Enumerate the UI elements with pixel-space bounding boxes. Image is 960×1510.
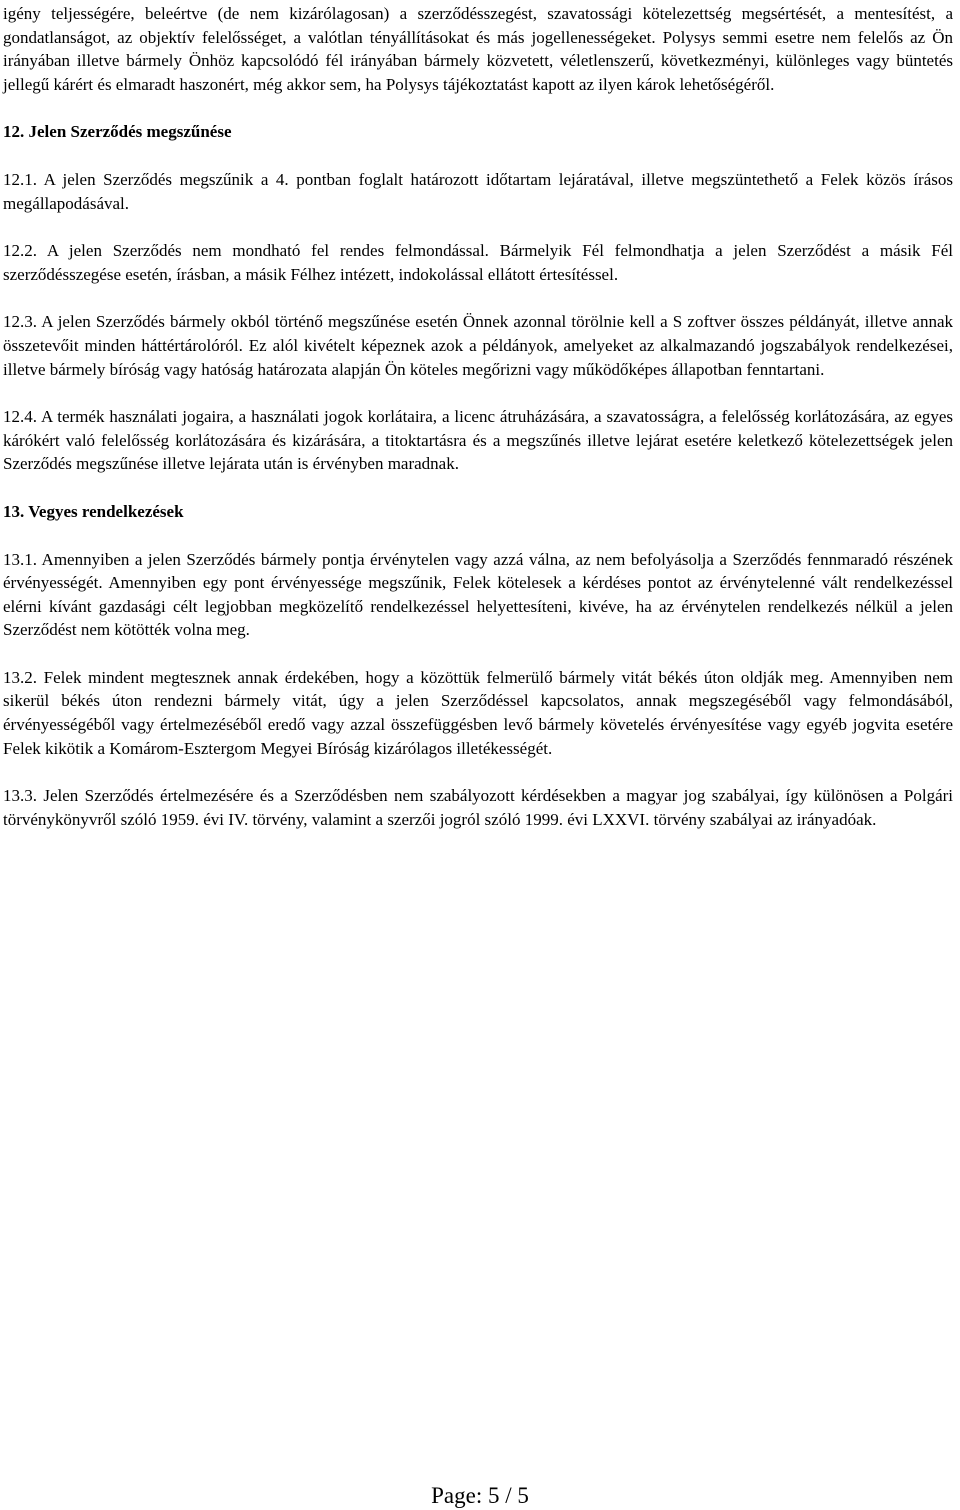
document-body	[3, 2, 953, 855]
paragraph-12-2: 12.2. A jelen Szerződés nem mondható fel rendes felmondással. Bármelyik Fél felmondhatja a jelen Szerződést a másik Fél szerződésszegése esetén, írásban, a másik Félhez intézett, indokolással ellátott értesítéssel.	[3, 241, 953, 284]
paragraph-13-3: 13.3. Jelen Szerződés értelmezésére és a Szerződésben nem szabályozott kérdésekben a magyar jog szabályai, így különösen a Polgári törvénykönyvről szóló 1959. évi IV. törvény, valamint a szerzői jogról szóló 1999. évi LXXVI. törvény szabályai az irányadóak.	[3, 786, 953, 829]
paragraph-13-1: 13.1. Amennyiben a jelen Szerződés bármely pontja érvénytelen vagy azzá válna, az nem befolyásolja a Szerződés fennmaradó részének érvényességét. Amennyiben egy pont érvényessége megszűnik, Felek kötelesek a kérdéses pontot az érvénytelenné vált rendelkezéssel elérni kívánt gazdasági célt legjobban megközelítő rendelkezéssel helyettesíteni, kivéve, ha az érvénytelen rendelkezés nélkül a jelen Szerződést nem kötötték volna meg.	[3, 549, 953, 640]
section-heading-13: 13. Vegyes rendelkezések	[3, 501, 184, 521]
section-heading-12: 12. Jelen Szerződés megszűnése	[3, 122, 232, 142]
page-number: Page: 5 / 5	[431, 1483, 529, 1508]
paragraph-12-1: 12.1. A jelen Szerződés megszűnik a 4. pontban foglalt határozott időtartam lejáratával, illetve megszüntethető a Felek közös írásos megállapodásával.	[3, 169, 953, 213]
paragraph-12-3: 12.3. A jelen Szerződés bármely okból történő megszűnése esetén Önnek azonnal törölnie kell a S zoftver összes példányát, illetve annak összetevőit minden háttértárolóról. Ez alól kivételt képeznek azok a példányok, amelyeket az alkalmazandó jogszabályok rendelkezései, illetve bármely bíróság vagy hatóság határozata alapján Ön köteles megőrizni vagy működőképes állapotban fenntartani.	[3, 312, 953, 379]
paragraph-liability-continued: igény teljességére, beleértve (de nem kizárólagosan) a szerződésszegést, szavatossági kötelezettség megsértését, a mentesítést, a gondatlanságot, az objektív felelősséget, a valótlan tényállításokat és más jogellenességeket. Polysys semmi esetre nem felelős az Ön irányában illetve bármely Önhöz kapcsolódó fél irányában bármely közvetett, véletlenszerű, következményi, különleges vagy büntetés jellegű kárért és elmaradt haszonért, még akkor sem, ha Polysys tájékoztatást kapott az ilyen károk lehetőségéről.	[3, 4, 953, 94]
paragraph-12-4: 12.4. A termék használati jogaira, a használati jogok korlátaira, a licenc átruházására, a szavatosságra, a felelősség korlátozására, az egyes kárókért való felelősség korlátozására és kizárására, a titoktartásra és a megszűnés illetve lejárat esetére keletkező kötelezettségek jelen Szerződés megszűnése illetve lejárata után is érvényben maradnak.	[3, 407, 953, 474]
paragraph-13-2: 13.2. Felek mindent megtesznek annak érdekében, hogy a közöttük felmerülő bármely vitát békés úton oldják meg. Amennyiben nem sikerül békés úton rendezni bármely vitát, úgy a jelen Szerződéssel kapcsolatos, annak megszegéséből vagy felmondásából, érvényességéből vagy értelmezéséből eredő vagy azzal összefüggésben levő bármely követelés érvényesítése vagy egyéb jogvita esetére Felek kikötik a Komárom-Esztergom Megyei Bíróság kizárólagos illetékességét.	[3, 667, 953, 758]
